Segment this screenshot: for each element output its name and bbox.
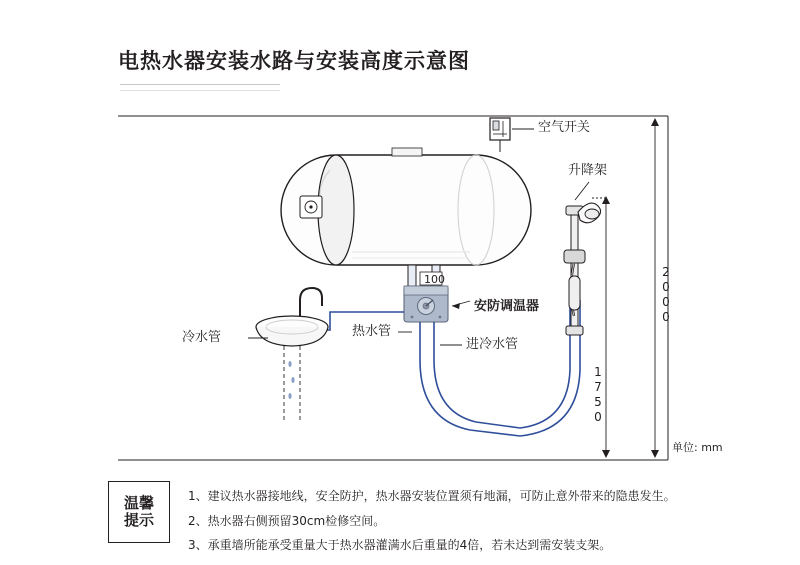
dimension-label-1750: 1750 [591,365,605,425]
thermostat-valve-block [404,286,448,322]
tips-badge-line1: 温馨 [123,494,154,513]
label-inlet-cold-water-pipe: 进冷水管 [466,337,519,352]
tips-item: 2、热水器右侧预留30cm检修空间。 [188,513,386,528]
label-unit: 单位: mm [672,441,723,454]
dimension-2000 [651,118,659,458]
sink-basin [256,288,328,420]
label-thermostat: 安防调温器 [474,299,540,314]
label-lift-rack: 升降架 [568,163,608,178]
tips-item: 1、建议热水器接地线，安全防护，热水器安装位置须有地漏，可防止意外带来的隐患发生。 [188,489,676,503]
label-valve-number: 100 [424,273,445,286]
water-heater-tank [281,148,531,265]
dimension-label-2000: 2000 [659,265,673,325]
air-switch-device [490,118,510,152]
tips-badge-line2: 提示 [123,511,154,529]
tips-badge [108,481,170,543]
tips-item: 3、承重墙所能承受重量大于热水器灌满水后重量的4倍，若未达到需安装支架。 [188,538,612,553]
label-hot-water-pipe: 热水管 [352,324,392,339]
label-air-switch: 空气开关 [538,120,591,135]
label-cold-water-pipe: 冷水管 [182,330,222,345]
tips-list [188,484,788,558]
page-title: 电热水器安装水路与安装高度示意图 [118,49,470,73]
